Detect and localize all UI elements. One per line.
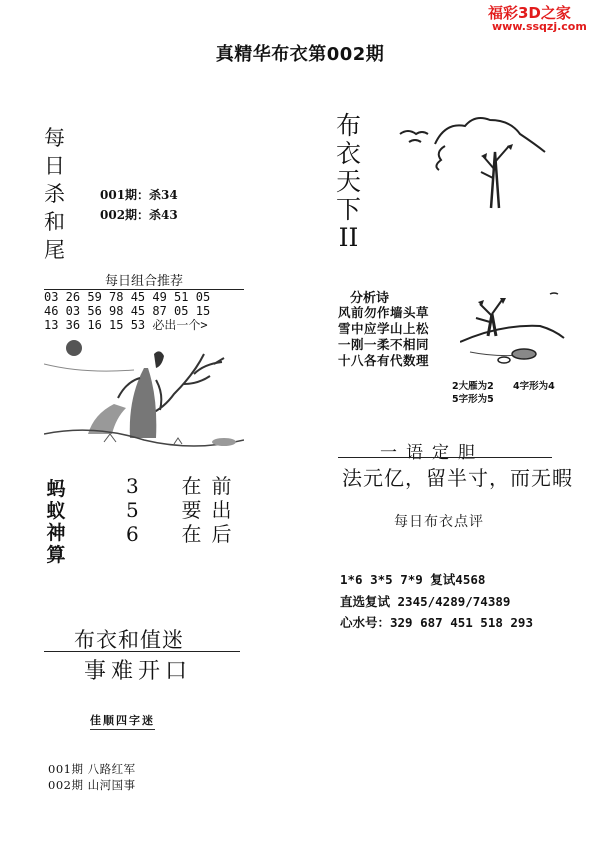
four-char-period: 001期 八路红军: [48, 762, 136, 776]
four-char-period: 002期 山河国事: [48, 778, 136, 792]
poem-line: 一刚一柔不相同: [338, 337, 430, 352]
daily-kill-label: [44, 124, 65, 264]
ant-row-text: 在前: [181, 474, 242, 498]
ant-row-text: 要出: [181, 498, 242, 522]
ant-row-text: 在后: [181, 522, 242, 546]
poem-line: 十八各有代数理: [338, 353, 430, 368]
ant-title-char: 神: [46, 522, 66, 544]
ant-title-char: 算: [46, 544, 66, 566]
combo-row: 46 03 56 98 45 87 05 15: [44, 304, 211, 318]
buyi-vertical-heading: [336, 112, 361, 252]
analysis-poem: [338, 305, 429, 369]
ant-row-number: 5: [126, 498, 149, 522]
daily-kill-char: 和: [44, 210, 65, 234]
review-line: 心水号：329 687 451 518 293: [340, 615, 533, 630]
ant-row-number: 3: [126, 474, 149, 498]
combo-row: 13 36 16 15 53 必出一个>: [44, 318, 208, 332]
four-char-title: 佳顺四字迷: [90, 712, 155, 730]
yiyu-title: 一语定胆: [380, 443, 484, 463]
riddle-divider: [44, 651, 240, 652]
analysis-poem-title: 分析诗: [350, 291, 390, 306]
ant-row: [126, 518, 241, 547]
buyi-char: 衣: [336, 139, 362, 168]
brand-watermark: 福彩3D之家: [488, 4, 571, 22]
url-watermark: www.ssqzj.com: [492, 20, 587, 33]
page-title: 真精华布衣第002期: [215, 44, 385, 65]
ant-title-char: 蚁: [46, 500, 66, 522]
buyi-char: II: [338, 223, 359, 252]
review-line: 1*6 3*5 7*9 复试4568: [340, 572, 486, 587]
tree-hill-sketch: [460, 292, 565, 374]
review-title: 每日布衣点评: [394, 514, 484, 530]
daily-kill-char: 每: [44, 126, 65, 150]
combo-title: 每日组合推荐: [44, 270, 244, 290]
yiyu-divider: [338, 457, 552, 458]
poem-note: 5字形为5: [452, 394, 494, 405]
daily-kill-char: 日: [44, 154, 65, 178]
daily-kill-char: 尾: [44, 238, 65, 262]
riddle-line-1: 布衣和值迷: [74, 628, 184, 652]
poem-line: 风前勿作墙头草: [338, 305, 430, 320]
poem-note: 2大雁为2: [452, 381, 494, 392]
buyi-char: 天: [336, 167, 362, 196]
buyi-char: 布: [336, 111, 362, 140]
mountain-tree-sketch: [395, 112, 565, 217]
yiyu-text: 法元亿，留半寸，而无暇: [342, 466, 573, 490]
scholar-landscape-sketch: [44, 334, 244, 452]
ant-title: [44, 478, 68, 566]
combo-row: 03 26 59 78 45 49 51 05: [44, 290, 211, 304]
kill-line-002: 002期：杀43: [100, 208, 178, 222]
poem-line: 雪中应学山上松: [338, 321, 430, 336]
buyi-char: 下: [336, 195, 362, 224]
daily-kill-char: 杀: [44, 182, 65, 206]
poem-note: 4字形为4: [513, 381, 555, 392]
review-line: 直选复试 2345/4289/74389: [340, 594, 511, 609]
ant-row-number: 6: [126, 522, 149, 546]
riddle-line-2: 事难开口: [84, 659, 193, 684]
kill-line-001: 001期：杀34: [100, 188, 178, 202]
ant-title-char: 蚂: [46, 478, 66, 500]
